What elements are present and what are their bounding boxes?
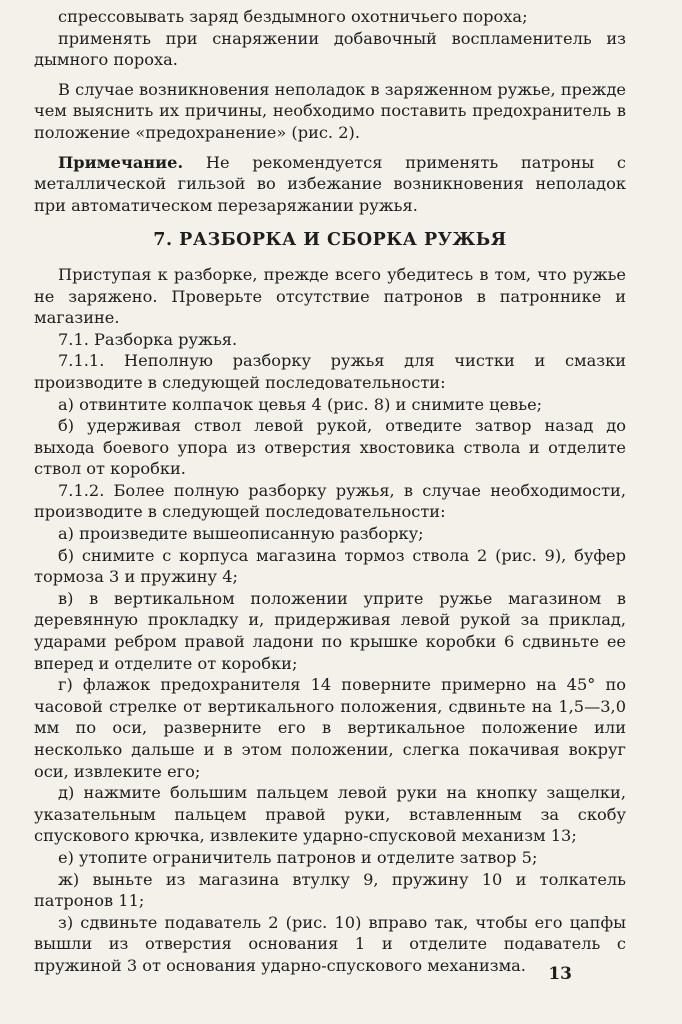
page-number: 13 (548, 964, 572, 985)
paragraph: применять при снаряжении добавочный воспламенитель из дымного пороха. (34, 28, 626, 70)
list-item: а) произведите вышеописанную разборку; (58, 524, 424, 544)
note-label: Примечание. (58, 152, 184, 172)
list-item: г) флажок предохранителя 14 поверните примерно на 45° по часовой стрелке от вертикального положения, сдвиньте на 1,5—3,0 мм по оси, разверните его в вертикальное положение или несколько дальше и в этом положении, слегка покачивая вокруг оси, извлеките его; (34, 675, 626, 781)
list-item: в) в вертикальном положении уприте ружье магазином в деревянную прокладку и, придерживая левой рукой за приклад, ударами ребром правой ладони по крышке коробки 6 сдвиньте ее вперед и отделите от коробки; (34, 588, 626, 673)
list-item: б) удерживая ствол левой рукой, отведите затвор назад до выхода боевого упора из отверстия хвостовика ствола и отделите ствол от коробки. (34, 416, 626, 479)
section-heading: 7. РАЗБОРКА И СБОРКА РУЖЬЯ (153, 230, 507, 251)
paragraph: спрессовывать заряд бездымного охотничьего пороха; (58, 7, 528, 26)
list-item: б) снимите с корпуса магазина тормоз ствола 2 (рис. 9), буфер тормоза 3 и пружину 4; (34, 545, 626, 587)
paragraph: В случае возникновения неполадок в заряженном ружье, прежде чем выяснить их причины, необходимо поставить предохранитель в положение «предохранение» (рис. 2). (34, 79, 626, 142)
list-item: д) нажмите большим пальцем левой руки на кнопку защелки, указательным пальцем правой руки, вставленным за скобу спускового крючка, извлеките ударно-спусковой механизм 13; (34, 783, 626, 846)
list-item: ж) выньте из магазина втулку 9, пружину 10 и толкатель патронов 11; (34, 869, 626, 911)
list-item: е) утопите ограничитель патронов и отделите затвор 5; (58, 847, 538, 867)
subsection-title: 7.1. Разборка ружья. (58, 329, 238, 349)
note-paragraph (34, 152, 626, 217)
paragraph: Приступая к разборке, прежде всего убедитесь в том, что ружье не заряжено. Проверьте отсутствие патронов в патроннике и магазине. (34, 264, 626, 328)
paragraph: 7.1.2. Более полную разборку ружья, в случае необходимости, производите в следующей последовательности: (34, 480, 626, 522)
paragraph: 7.1.1. Неполную разборку ружья для чистки и смазки производите в следующей последовательности: (34, 351, 626, 392)
list-item: а) отвинтите колпачок цевья 4 (рис. 8) и снимите цевье; (58, 394, 543, 414)
note-text: Не рекомендуется применять патроны с металлической гильзой во избежание возникновения неполадок при автоматическом перезаряжании ружья. (34, 152, 626, 215)
list-item: з) сдвиньте подаватель 2 (рис. 10) вправо так, чтобы его цапфы вышли из отверстия основания 1 и отделите подаватель с пружиной 3 от основания ударно-спускового механизма. (34, 912, 626, 975)
